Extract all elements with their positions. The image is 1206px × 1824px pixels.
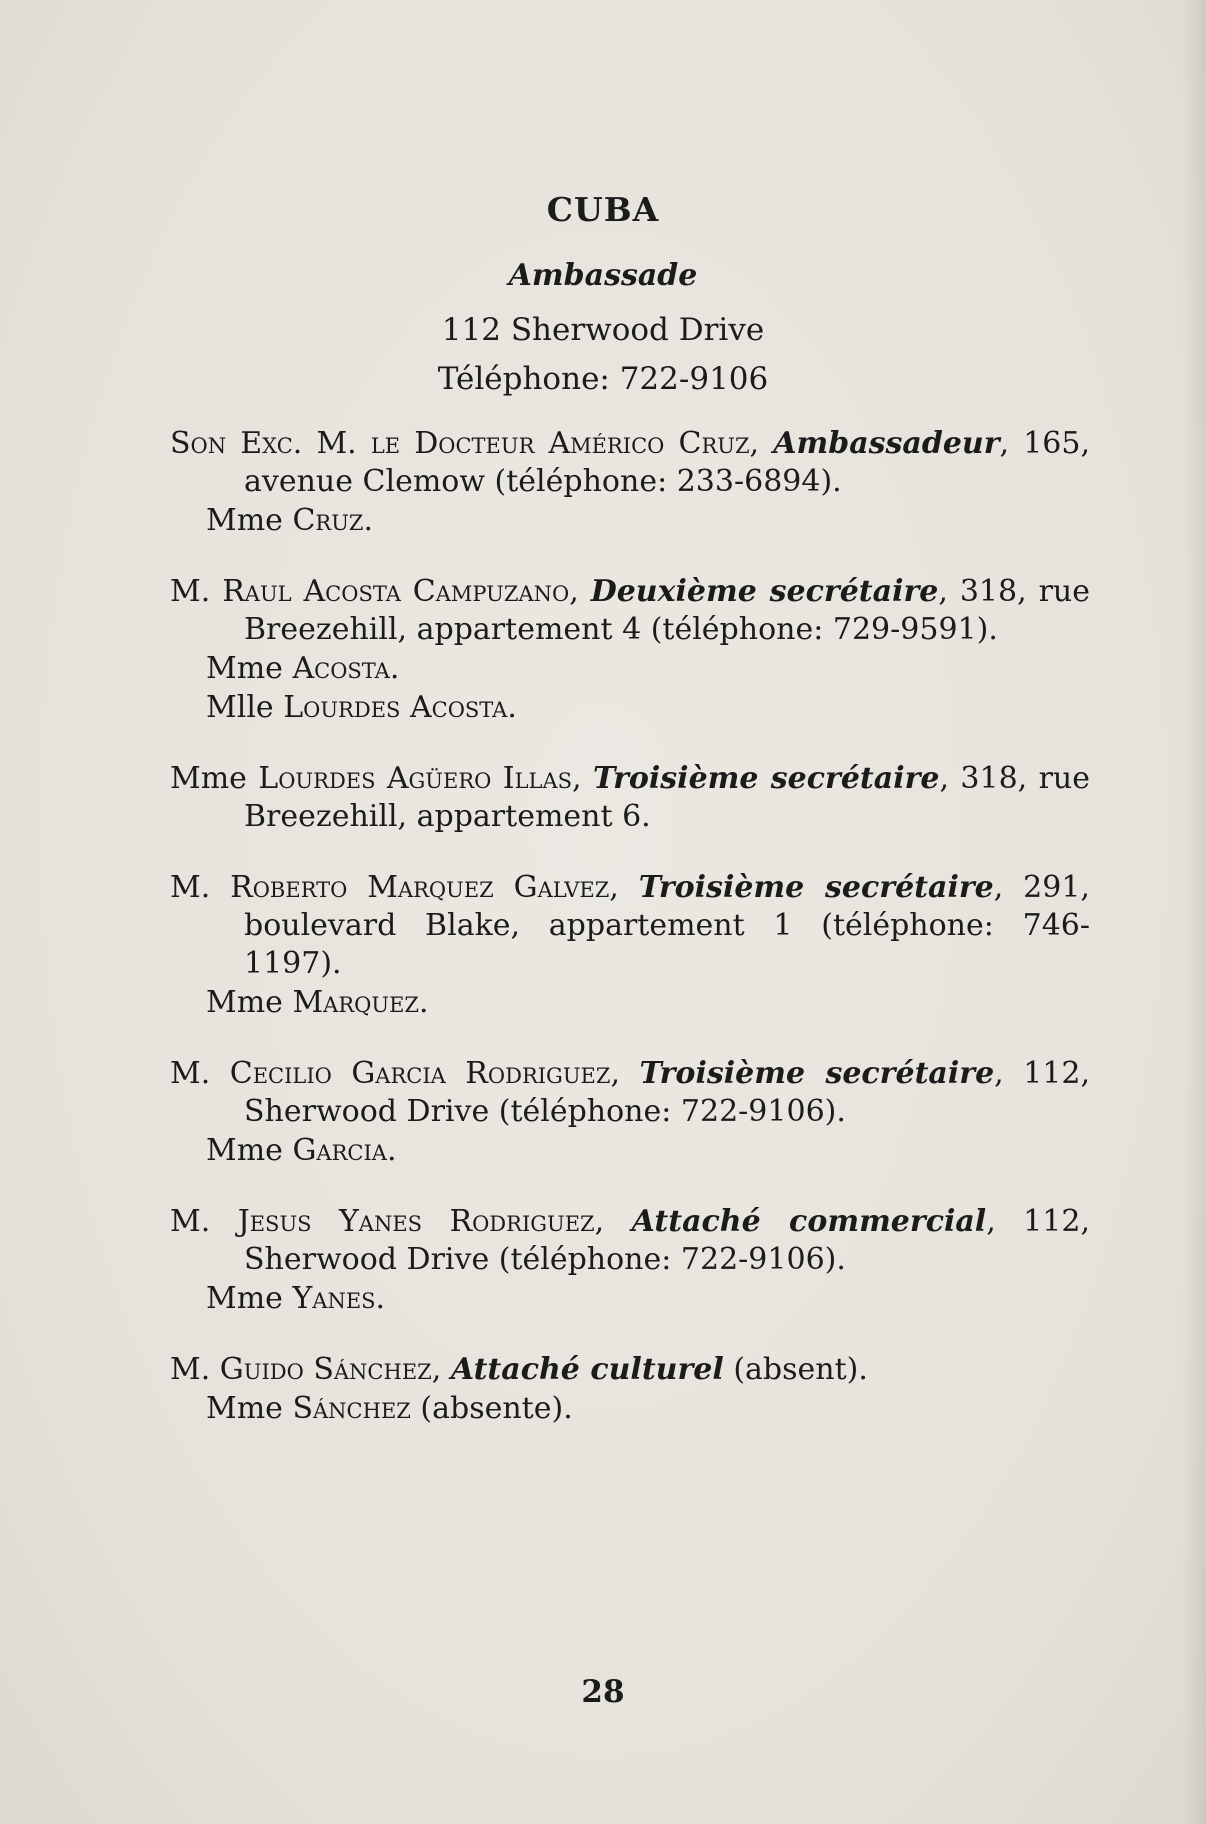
embassy-address: 112 Sherwood Drive <box>441 312 765 348</box>
spouse-prefix: Mme <box>206 503 283 538</box>
spouse-prefix: Mme <box>206 1281 283 1316</box>
entry-name: Raul Acosta Campuzano <box>222 574 570 609</box>
entry-prefix: M. <box>170 870 231 905</box>
family-details: . <box>507 690 517 725</box>
entry-title: Troisième secrétaire <box>638 870 994 905</box>
entry-details: , 165, avenue Clemow (téléphone: 233-6894). <box>244 426 1090 499</box>
entry-details: , 291, boulevard Blake, appartement 1 (téléphone: 746-1197). <box>244 870 1090 981</box>
spouse-name: Acosta <box>292 651 390 686</box>
entry-details: , 318, rue Breezehill, appartement 4 (téléphone: 729-9591). <box>244 574 1090 647</box>
entry-prefix: M. <box>170 1204 238 1239</box>
entry-title: Troisième secrétaire <box>639 1056 995 1091</box>
entry-separator: , <box>572 761 593 796</box>
spouse-prefix: Mme <box>206 1391 283 1426</box>
entry-name: Jesus Yanes Rodriguez <box>237 1204 595 1239</box>
spouse-name: Sánchez <box>292 1391 411 1426</box>
embassy-phone: Téléphone: 722-9106 <box>437 361 769 397</box>
spouse-line <box>170 650 1090 688</box>
entry-title: Attaché commercial <box>631 1204 987 1239</box>
page-number: 28 <box>581 1674 625 1710</box>
entry-separator: , <box>594 1204 632 1239</box>
entry-main-line <box>170 1203 1090 1279</box>
entry-prefix: M. <box>170 1056 230 1091</box>
entry-main-line <box>170 1351 1090 1389</box>
entry-details: , 318, rue Breezehill, appartement 6. <box>244 761 1090 834</box>
entry-main-line <box>170 425 1090 501</box>
entry-name: Son Exc. M. le Docteur Américo Cruz <box>170 426 750 461</box>
entry-main-line <box>170 760 1090 836</box>
entry-name: Lourdes Agüero Illas <box>258 761 573 796</box>
personnel-entry <box>170 869 1090 1022</box>
entry-details: , 112, Sherwood Drive (téléphone: 722-9106). <box>244 1056 1090 1129</box>
entry-details: , 112, Sherwood Drive (téléphone: 722-9106). <box>244 1204 1090 1277</box>
spouse-details: . <box>386 1133 397 1168</box>
entry-name: Cecilio Garcia Rodriguez <box>229 1056 611 1091</box>
entry-details: (absent). <box>723 1352 868 1387</box>
spouse-details: . <box>389 651 400 686</box>
family-prefix: Mlle <box>206 690 274 725</box>
entry-main-line <box>170 573 1090 649</box>
entry-prefix: Mme <box>170 761 259 796</box>
spouse-details: (absente). <box>410 1391 573 1426</box>
entry-name: Roberto Marquez Galvez <box>230 870 610 905</box>
spouse-details: . <box>375 1281 386 1316</box>
spouse-prefix: Mme <box>206 651 283 686</box>
family-name: Lourdes Acosta <box>283 690 508 725</box>
spouse-details: . <box>363 503 374 538</box>
entry-main-line <box>170 869 1090 983</box>
entry-title: Ambassadeur <box>773 426 1000 461</box>
entry-separator: , <box>431 1352 451 1387</box>
spouse-prefix: Mme <box>206 1133 283 1168</box>
entry-title: Troisième secrétaire <box>592 761 940 796</box>
personnel-entry <box>170 760 1090 836</box>
family-line <box>170 689 1090 727</box>
spouse-details: . <box>419 985 429 1020</box>
personnel-entry <box>170 1203 1090 1318</box>
personnel-entry <box>170 425 1090 540</box>
spouse-line <box>170 1390 1090 1428</box>
spouse-name: Yanes <box>292 1281 376 1316</box>
entry-separator: , <box>610 1056 640 1091</box>
section-heading: Ambassade <box>508 258 698 293</box>
spouse-line <box>170 1280 1090 1318</box>
personnel-entry <box>170 1351 1090 1428</box>
entry-separator: , <box>569 574 591 609</box>
entry-main-line <box>170 1055 1090 1131</box>
entry-prefix: M. <box>170 1352 220 1387</box>
spouse-name: Marquez <box>292 985 419 1020</box>
spouse-line <box>170 1132 1090 1170</box>
entry-separator: , <box>609 870 639 905</box>
spouse-name: Cruz <box>292 503 364 538</box>
country-heading: CUBA <box>546 190 660 229</box>
spouse-line <box>170 502 1090 540</box>
personnel-entry <box>170 1055 1090 1170</box>
entry-title: Deuxième secrétaire <box>590 574 939 609</box>
personnel-list <box>170 425 1090 1461</box>
spouse-line <box>170 984 1090 1022</box>
entry-title: Attaché culturel <box>450 1352 724 1387</box>
entry-prefix: M. <box>170 574 223 609</box>
personnel-entry <box>170 573 1090 727</box>
spouse-name: Garcia <box>292 1133 387 1168</box>
entry-separator: , <box>749 426 774 461</box>
entry-name: Guido Sánchez <box>219 1352 432 1387</box>
spouse-prefix: Mme <box>206 985 283 1020</box>
